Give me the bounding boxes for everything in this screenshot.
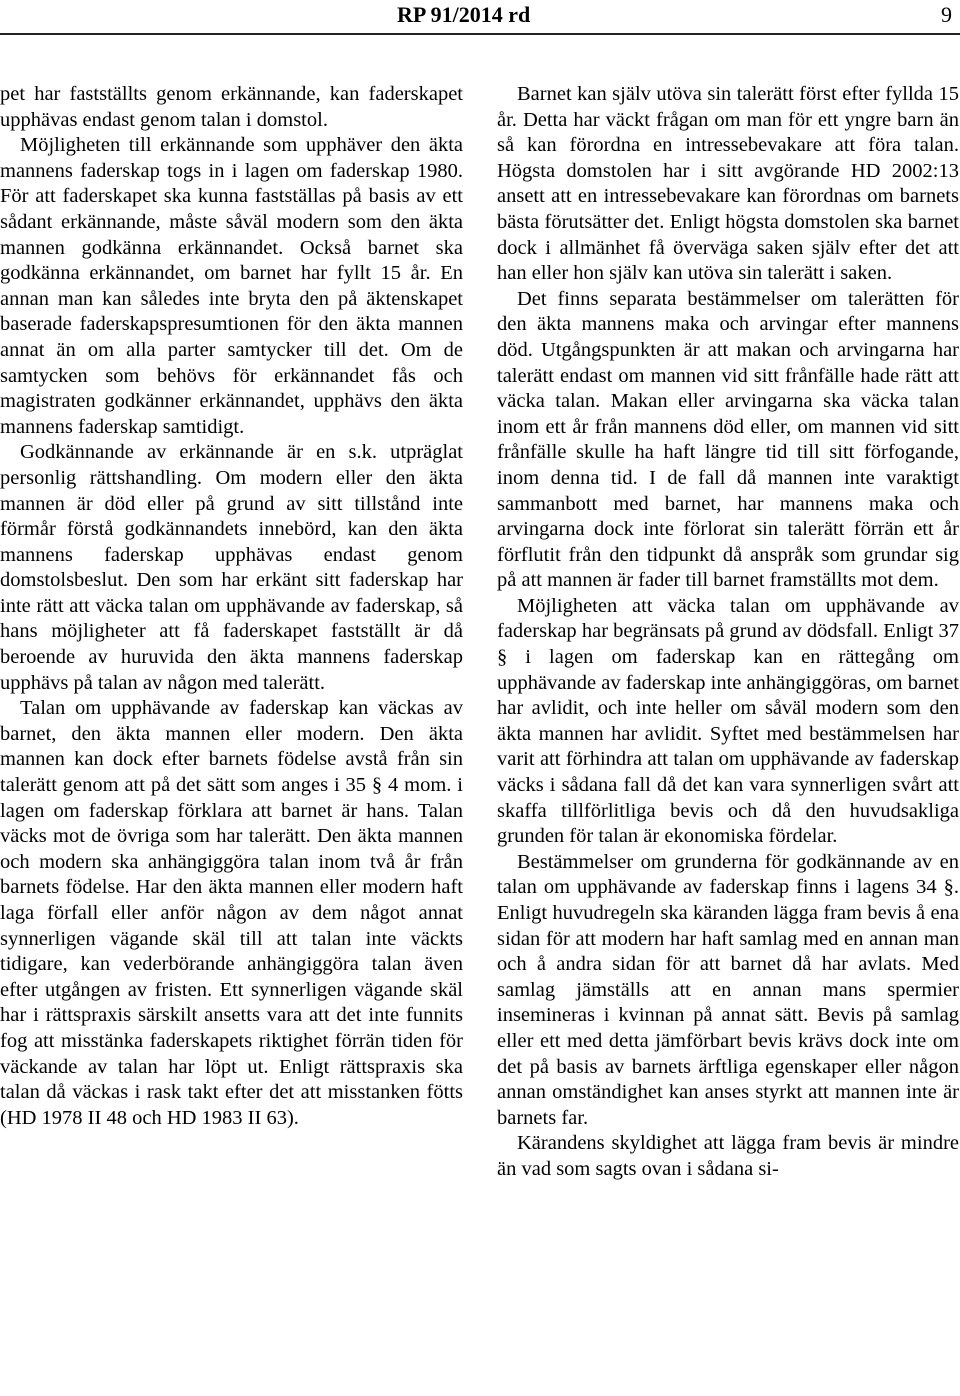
page-header [0, 0, 960, 40]
paragraph: Barnet kan själv utöva sin talerätt först efter fyllda 15 år. Detta har väckt frågan om man för ett yngre barn än så kan förordna en intressebevakare att föra talan. Högsta domstolen har i sitt avgörande HD 2002:13 ansett att en intressebevakare kan förordnas om barnets bästa förutsätter det. Enligt högsta domstolen ska barnet dock i allmänhet få överväga saken själv efter det att han eller hon själv kan utöva sin talerätt i saken. [497, 83, 959, 285]
paragraph: Kärandens skyldighet att lägga fram bevis är mindre än vad som sagts ovan i sådana si- [497, 1132, 959, 1180]
paragraph: Bestämmelser om grunderna för godkännande av en talan om upphävande av faderskap finns i lagens 34 §. Enligt huvudregeln ska käranden lägga fram bevis å ena sidan för att modern har haft samlag med en annan man och å andra sidan för att barnet då har avlats. Med samlag jämställs att en annan mans spermier insemineras i kvinnan på annat sätt. Bevis på samlag eller ett med detta jämförbart bevis krävs dock inte om det på basis av barnets ärftliga egenskaper eller någon annan omständighet kan anses styrkt att mannen inte är barnets far. [497, 850, 959, 1129]
paragraph: Det finns separata bestämmelser om talerätten för den äkta mannens maka och arvingar efter mannens död. Utgångspunkten är att makan och arvingarna har talerätt endast om mannen vid sitt frånfälle hade rätt att väcka talan. Makan eller arvingarna ska väcka talan inom ett år från mannens död eller, om mannen vid sitt frånfälle skulle ha haft längre tid till sitt förfogande, inom denna tid. I de fall då mannen inte varaktigt sammanbott med barnet, har mannens maka och arvingarna dock inte förlorat sin talerätt förrän ett år förflutit från den tidpunkt då anspråk som grundar sig på att mannen är fader till barnet framställts mot dem. [497, 287, 959, 592]
paragraph: Möjligheten till erkännande som upphäver den äkta mannens faderskap togs in i lagen om faderskap 1980. För att faderskapet ska kunna fastställas på basis av ett sådant erkännande, måste såväl modern som den äkta mannen godkänna erkännandet. Också barnet ska godkänna erkännandet, om barnet har fyllt 15 år. En annan man kan således inte bryta den på äktenskapet baserade faderskapspresumtionen för den äkta mannen annat än om alla parter samtycker till det. Om de samtycken som behövs för erkännandet fås och magistraten godkänner erkännandet, upphävs den äkta mannens faderskap samtidigt. [0, 134, 463, 438]
header-divider [0, 33, 960, 35]
paragraph: pet har fastställts genom erkännande, kan faderskapet upphävas endast genom talan i domstol. [0, 83, 463, 131]
paragraph: Talan om upphävande av faderskap kan väckas av barnet, den äkta mannen eller modern. Den äkta mannen kan dock efter barnets födelse avstå från sin talerätt genom att på det sätt som anges i 35 § 4 mom. i lagen om faderskap förklara att barnet är hans. Talan väcks mot de övriga som har talerätt. Den äkta mannen och modern ska anhängiggöra talan inom två år från barnets födelse. Har den äkta mannen eller modern haft laga förfall eller anför någon av dem något annat synnerligen vägande skäl till att talan inte väckts tidigare, kan vederbörande anhängiggöra talan även efter utgången av fristen. Ett synnerligen vägande skäl har i rättspraxis särskilt ansetts vara att det inte funnits fog att misstänka faderskapets riktighet förrän tiden för väckande av talan har löpt ut. Enligt rättspraxis ska talan då väckas i rask takt efter det att misstanken fötts (HD 1978 II 48 och HD 1983 II 63). [0, 697, 463, 1129]
paragraph: Godkännande av erkännande är en s.k. utpräglat personlig rättshandling. Om modern eller den äkta mannen är död eller på grund av sitt tillstånd inte förmår förstå godkännandets innebörd, kan den äkta mannens faderskap upphävas endast genom domstolsbeslut. Den som har erkänt sitt faderskap har inte rätt att väcka talan om upphävande av faderskap, så hans möjligheter att få faderskapet fastställt är då beroende av huruvida den äkta mannens faderskap upphävs på talan av någon med talerätt. [0, 441, 463, 694]
right-text-column [497, 82, 959, 1183]
paragraph: Möjligheten att väcka talan om upphävande av faderskap har begränsats på grund av dödsfall. Enligt 37 § i lagen om faderskap kan en rättegång om upphävande av faderskap inte anhängiggöras, om barnet har avlidit, och inte heller om såväl modern som den äkta mannen har avlidit. Syftet med bestämmelsen har varit att förhindra att talan om upphävande av faderskap väcks i sådana fall då det kan vara synnerligen svårt att skaffa tillförlitliga bevis och då den huvudsakliga grunden för talan är ekonomiska fördelar. [497, 594, 959, 848]
page-number: 9 [941, 2, 952, 27]
document-reference: RP 91/2014 rd [397, 2, 531, 27]
left-text-column [0, 82, 463, 1131]
